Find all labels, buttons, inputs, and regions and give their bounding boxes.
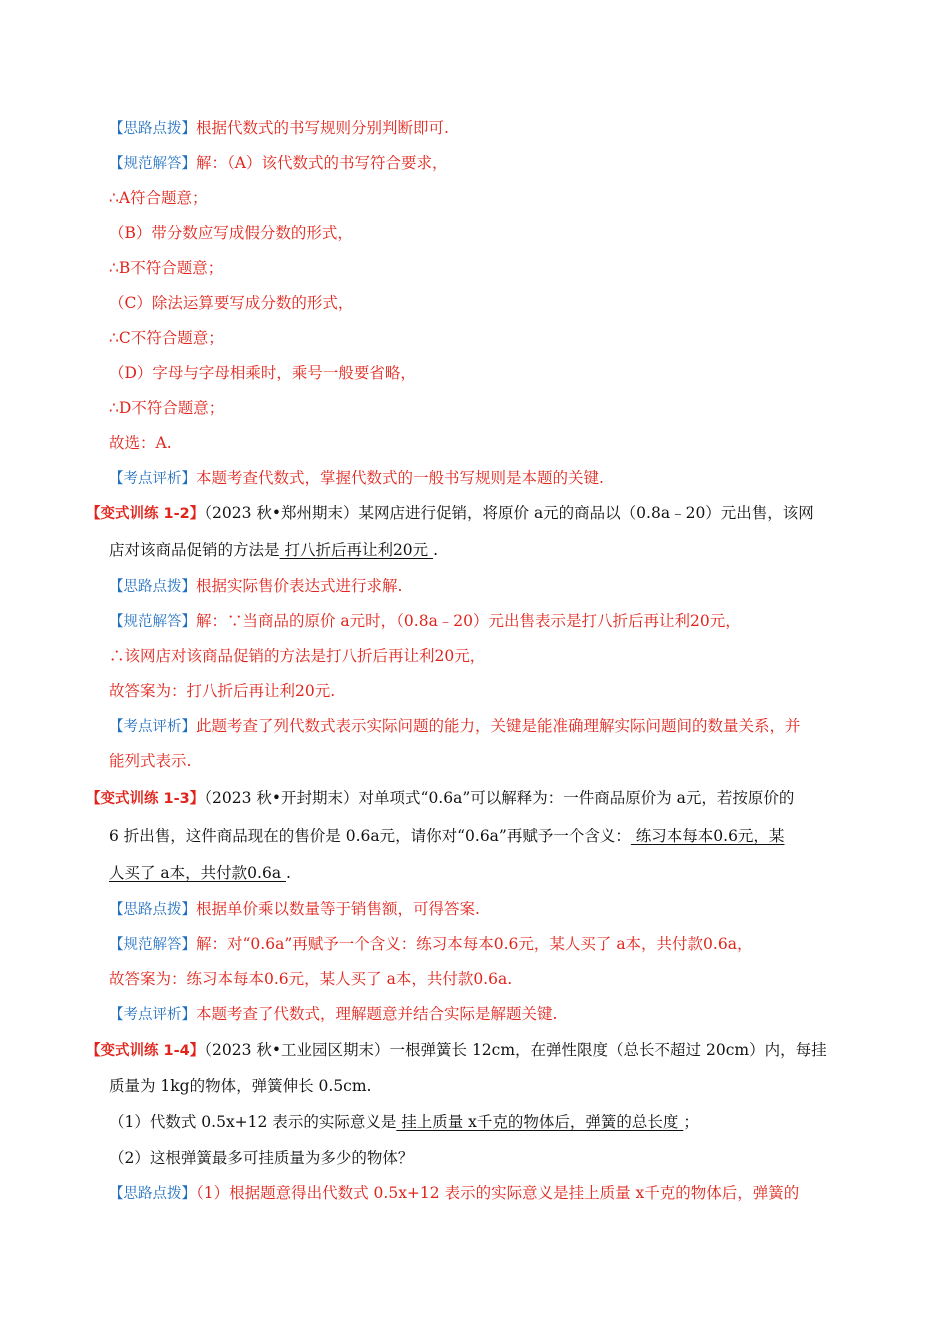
review-text: 此题考查了列代数式表示实际问题的能力，关键是能准确理解实际问题间的数量关系，并 (196, 717, 801, 735)
review-tag: 【考点评析】 (109, 719, 196, 735)
hint-text: 根据单价乘以数量等于销售额，可得答案. (196, 900, 480, 918)
answer-line: ∴C不符合题意； (109, 329, 224, 347)
hint-line (109, 576, 402, 596)
stem-text: （2023 秋•工业园区期末）一根弹簧长 12cm，在弹性限度（总长不超过 20cm）内，每挂 (204, 1041, 827, 1059)
review-text: 本题考查代数式，掌握代数式的一般书写规则是本题的关键. (196, 469, 604, 487)
answer-line (109, 934, 752, 954)
review-text: 本题考查了代数式，理解题意并结合实际是解题关键. (196, 1005, 558, 1023)
answer-tag: 【规范解答】 (109, 156, 196, 172)
hint-tag: 【思路点拨】 (109, 1186, 196, 1202)
answer-text: 解：对“0.6a”再赋予一个含义：练习本每本0.6元，某人买了 a本，共付款0.6a， (196, 935, 753, 953)
hint-text: 根据实际售价表达式进行求解. (196, 577, 403, 595)
question-stem (86, 1040, 827, 1060)
review-line (109, 1004, 557, 1024)
answer-line: ∴B不符合题意； (109, 259, 224, 277)
answer-tag: 【规范解答】 (109, 614, 196, 630)
stem-text: （2023 秋•郑州期末）某网店进行促销，将原价 a元的商品以（0.8a﹣20）元出售，该网 (204, 504, 814, 522)
review-tag: 【考点评析】 (109, 471, 196, 487)
question-part (109, 1112, 699, 1132)
hint-tag: 【思路点拨】 (109, 121, 196, 137)
stem-text: 店对该商品促销的方法是 (109, 541, 280, 559)
hint-text: （1）根据题意得出代数式 0.5x+12 表示的实际意义是挂上质量 x千克的物体后，弹簧的 (196, 1184, 800, 1202)
hint-tag: 【思路点拨】 (109, 902, 196, 918)
answer-line: 故答案为：打八折后再让利20元. (109, 682, 336, 700)
hint-line (109, 899, 480, 919)
question-tag: 【变式训练 1-3】 (86, 791, 205, 807)
review-line: 能列式表示. (109, 752, 192, 770)
answer-line: ∴该网店对该商品促销的方法是打八折后再让利20元， (109, 647, 486, 665)
stem-text: 6 折出售，这件商品现在的售价是 0.6a元，请你对“0.6a”再赋予一个含义： (109, 827, 631, 845)
answer-line: 故答案为：练习本每本0.6元，某人买了 a本，共付款0.6a. (109, 970, 513, 988)
answer-blank: 挂上质量 x千克的物体后，弹簧的总长度 (396, 1113, 684, 1131)
question-tag: 【变式训练 1-4】 (86, 1043, 205, 1059)
answer-line: （C）除法运算要写成分数的形式， (109, 294, 354, 312)
question-stem (109, 540, 438, 560)
answer-line: ∴D不符合题意； (109, 399, 225, 417)
question-tag: 【变式训练 1-2】 (86, 506, 205, 522)
hint-text: 根据代数式的书写规则分别判断即可. (196, 119, 449, 137)
review-line (109, 716, 801, 736)
answer-line: （B）带分数应写成假分数的形式， (109, 224, 353, 242)
answer-blank: 打八折后再让利20元 (279, 541, 434, 559)
review-line (109, 468, 604, 488)
answer-line: 故选：A. (109, 434, 172, 452)
stem-text: （1）代数式 0.5x+12 表示的实际意义是 (109, 1113, 397, 1131)
question-stem (109, 863, 291, 883)
stem-text: （2023 秋•开封期末）对单项式“0.6a”可以解释为：一件商品原价为 a元，若按原价的 (204, 789, 795, 807)
stem-text: ； (683, 1113, 699, 1131)
review-tag: 【考点评析】 (109, 1007, 196, 1023)
question-stem: 质量为 1kg的物体，弹簧伸长 0.5cm. (109, 1077, 372, 1095)
question-stem (109, 826, 784, 846)
hint-line (109, 118, 449, 138)
answer-text: 解：（A）该代数式的书写符合要求， (196, 154, 448, 172)
answer-blank: 人买了 a本，共付款0.6a (109, 864, 286, 882)
answer-text: 解：∵当商品的原价 a元时，（0.8a﹣20）元出售表示是打八折后再让利20元， (196, 612, 741, 630)
stem-text: . (286, 864, 291, 882)
answer-line: （D）字母与字母相乘时，乘号一般要省略， (109, 364, 416, 382)
answer-line: ∴A符合题意； (109, 189, 208, 207)
answer-line (109, 153, 447, 173)
question-part: （2）这根弹簧最多可挂质量为多少的物体？ (109, 1149, 414, 1167)
question-stem (86, 503, 814, 523)
stem-text: . (433, 541, 439, 559)
answer-line (109, 611, 741, 631)
hint-line (109, 1183, 799, 1203)
answer-tag: 【规范解答】 (109, 937, 196, 953)
question-stem (86, 788, 794, 808)
hint-tag: 【思路点拨】 (109, 579, 196, 595)
answer-blank: 练习本每本0.6元，某 (630, 827, 785, 845)
